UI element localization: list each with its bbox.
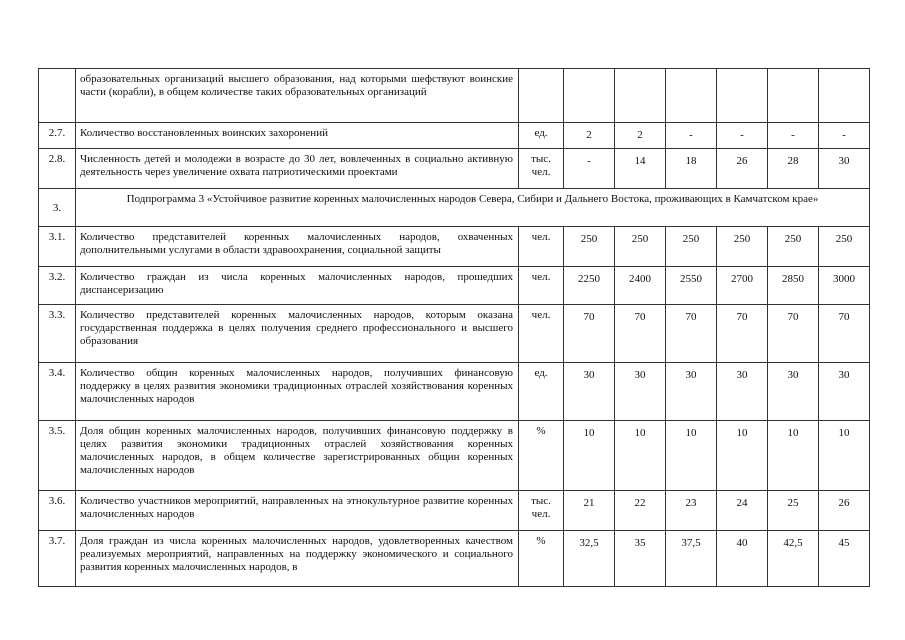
indicator-description: Количество общин коренных малочисленных народов, получивших финансовую поддержку в целях развития экономики традиционных отраслей хозяйствования коренных малочисленных народов [76,363,519,421]
value-cell: 35 [615,531,666,587]
row-number: 3.2. [39,267,76,305]
value-cell: 2400 [615,267,666,305]
value-cell: 30 [717,363,768,421]
value-cell: 250 [615,227,666,267]
value-cell: - [819,123,870,149]
value-cell: 3000 [819,267,870,305]
value-cell: 37,5 [666,531,717,587]
value-cell: 32,5 [564,531,615,587]
section-row [39,189,870,227]
value-cell: 42,5 [768,531,819,587]
indicator-description: Численность детей и молодежи в возрасте до 30 лет, вовлеченных в социально активную деятельность через увеличение охвата патриотическими проектами [76,149,519,189]
row-number: 3.3. [39,305,76,363]
value-cell: 10 [615,421,666,491]
value-cell: - [564,149,615,189]
value-cell: 250 [819,227,870,267]
value-cell: 30 [819,363,870,421]
value-cell: 2550 [666,267,717,305]
value-cell: 10 [768,421,819,491]
value-cell: 70 [768,305,819,363]
value-cell: 30 [615,363,666,421]
value-cell: 2250 [564,267,615,305]
value-cell: 10 [666,421,717,491]
row-number: 3.7. [39,531,76,587]
table-row [39,227,870,267]
value-cell [819,69,870,123]
value-cell: 30 [768,363,819,421]
table-row [39,267,870,305]
row-number: 2.8. [39,149,76,189]
value-cell: 28 [768,149,819,189]
value-cell: 70 [615,305,666,363]
value-cell: 30 [564,363,615,421]
unit-cell: чел. [519,227,564,267]
indicator-description: Доля граждан из числа коренных малочисленных народов, удовлетворенных качеством реализуемых мероприятий, направленных на поддержку экономического и социального развития коренных малочисленных народов, в [76,531,519,587]
unit-cell: % [519,531,564,587]
table-row [39,363,870,421]
indicator-description: Количество граждан из числа коренных малочисленных народов, прошедших диспансеризацию [76,267,519,305]
value-cell: 10 [717,421,768,491]
value-cell: 70 [666,305,717,363]
value-cell: 250 [666,227,717,267]
indicators-table-page [38,68,869,587]
indicator-description: Количество восстановленных воинских захоронений [76,123,519,149]
value-cell: 2850 [768,267,819,305]
row-number: 2.7. [39,123,76,149]
value-cell [768,69,819,123]
value-cell: 45 [819,531,870,587]
value-cell: 30 [666,363,717,421]
value-cell: 70 [819,305,870,363]
value-cell: 250 [717,227,768,267]
value-cell [666,69,717,123]
indicator-description: Количество участников мероприятий, направленных на этнокультурное развитие коренных малочисленных народов [76,491,519,531]
value-cell: 70 [564,305,615,363]
value-cell: 30 [819,149,870,189]
table-row [39,149,870,189]
value-cell [615,69,666,123]
value-cell: 22 [615,491,666,531]
table-row [39,531,870,587]
value-cell: - [717,123,768,149]
row-number: 3.6. [39,491,76,531]
indicator-description: Количество представителей коренных малочисленных народов, которым оказана государственная поддержка в целях получения среднего профессионального и высшего образования [76,305,519,363]
unit-cell: тыс. чел. [519,491,564,531]
value-cell [564,69,615,123]
value-cell: 2700 [717,267,768,305]
section-title: Подпрограмма 3 «Устойчивое развитие коренных малочисленных народов Севера, Сибири и Дальнего Востока, проживающих в Камчатском крае» [76,189,870,227]
table-row [39,69,870,123]
value-cell: 25 [768,491,819,531]
value-cell [717,69,768,123]
table-row [39,491,870,531]
value-cell: - [768,123,819,149]
indicator-description: Доля общин коренных малочисленных народов, получивших финансовую поддержку в целях развития экономики традиционных отраслей хозяйствования коренных малочисленных народов, в общем количестве зарегистрированных общин коренных малочисленных народов [76,421,519,491]
value-cell: 26 [717,149,768,189]
indicators-table [38,68,870,587]
indicator-description: образовательных организаций высшего образования, над которыми шефствуют воинские части (корабли), в общем количестве таких образовательных организаций [76,69,519,123]
row-number: 3.5. [39,421,76,491]
unit-cell: % [519,421,564,491]
value-cell: 10 [564,421,615,491]
value-cell: - [666,123,717,149]
row-number: 3. [39,189,76,227]
value-cell: 40 [717,531,768,587]
indicator-description: Количество представителей коренных малочисленных народов, охваченных дополнительными услугами в области здравоохранения, социальной защиты [76,227,519,267]
unit-cell: чел. [519,305,564,363]
table-row [39,123,870,149]
value-cell: 2 [564,123,615,149]
value-cell: 26 [819,491,870,531]
value-cell: 10 [819,421,870,491]
unit-cell: тыс. чел. [519,149,564,189]
unit-cell: ед. [519,123,564,149]
table-row [39,421,870,491]
unit-cell: чел. [519,267,564,305]
row-number: 3.4. [39,363,76,421]
unit-cell [519,69,564,123]
value-cell: 14 [615,149,666,189]
unit-cell: ед. [519,363,564,421]
row-number: 3.1. [39,227,76,267]
value-cell: 250 [768,227,819,267]
value-cell: 24 [717,491,768,531]
value-cell: 18 [666,149,717,189]
value-cell: 70 [717,305,768,363]
value-cell: 250 [564,227,615,267]
row-number [39,69,76,123]
value-cell: 21 [564,491,615,531]
value-cell: 23 [666,491,717,531]
value-cell: 2 [615,123,666,149]
table-row [39,305,870,363]
